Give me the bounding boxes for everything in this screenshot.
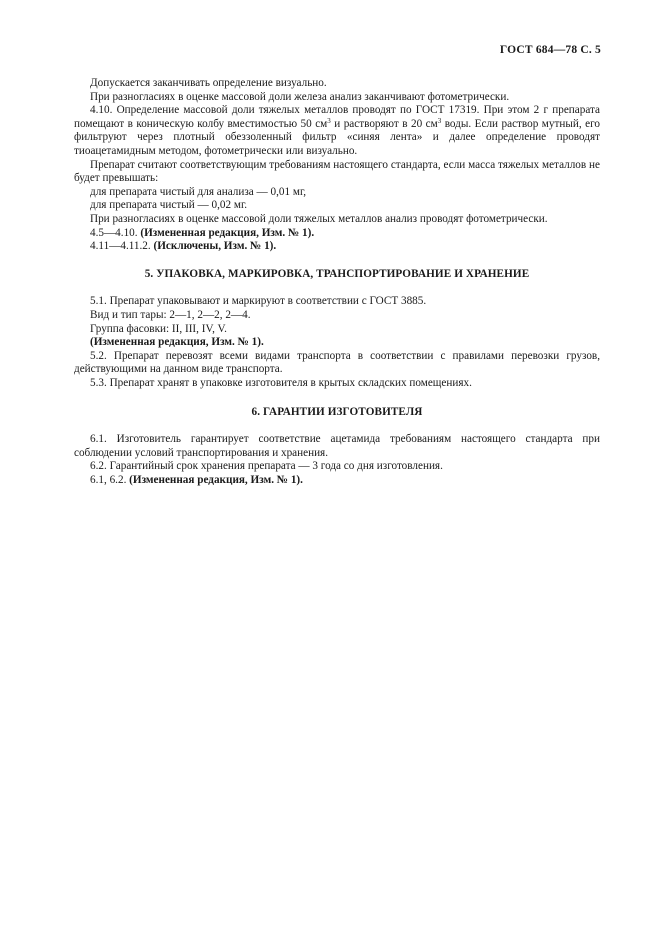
paragraph: Препарат считают соответствующим требованиям настоящего стандарта, если масса тяжелых металлов не будет превышать: <box>74 158 600 185</box>
paragraph: При разногласиях в оценке массовой доли железа анализ заканчивают фотометрически. <box>90 90 510 103</box>
running-header: ГОСТ 684—78 С. 5 <box>499 44 601 56</box>
clause-number: 6.1, 6.2. <box>90 473 127 486</box>
paragraph: 6.2. Гарантийный срок хранения препарата — 3 года со дня изготовления. <box>90 460 443 473</box>
paragraph: Вид и тип тары: 2—1, 2—2, 2—4. <box>90 308 251 321</box>
amendment-label: (Измененная редакция, Изм. № 1). <box>129 473 303 486</box>
section-heading-5: 5. УПАКОВКА, МАРКИРОВКА, ТРАНСПОРТИРОВАНИЕ И ХРАНЕНИЕ <box>144 267 530 280</box>
clause-number: 4.11—4.11.2. <box>90 240 151 253</box>
superscript: 3 <box>437 116 442 125</box>
section-heading-6: 6. ГАРАНТИИ ИЗГОТОВИТЕЛЯ <box>251 406 423 419</box>
paragraph: 5.3. Препарат хранят в упаковке изготовителя в крытых складских помещениях. <box>90 376 472 389</box>
amendment-label: (Измененная редакция, Изм. № 1). <box>140 226 315 239</box>
document-body <box>74 77 600 487</box>
paragraph: Допускается заканчивать определение визуально. <box>90 77 327 89</box>
amendment-note <box>74 474 600 488</box>
paragraph-4-10 <box>74 104 600 158</box>
clause-number: 4.5—4.10. <box>90 226 138 239</box>
paragraph: При разногласиях в оценке массовой доли тяжелых металлов анализ проводят фотометрически. <box>90 212 548 225</box>
list-item: для препарата чистый — 0,02 мг. <box>90 199 248 212</box>
amendment-note <box>74 336 600 350</box>
amendment-note <box>74 227 600 241</box>
amendment-label: (Измененная редакция, Изм. № 1). <box>90 336 264 349</box>
text-span: воды. Если раствор мутный, его фильтруют через плотный обеззоленный фильтр «синяя лента» и далее определение проводят тиоацетамидным методом, фотометрически или визуально. <box>74 117 600 157</box>
text-span: и растворяют в 20 см <box>330 117 438 130</box>
paragraph: 5.2. Препарат перевозят всеми видами транспорта в соответствии с правилами перевозки грузов, действующими на данном виде транспорта. <box>74 349 600 376</box>
text-span: 4.10. Определение массовой доли тяжелых металлов проводят по ГОСТ 17319. При этом 2 г препарата помещают в коническую колбу вместимостью 50 см <box>74 104 600 130</box>
paragraph: Группа фасовки: II, III, IV, V. <box>90 322 227 335</box>
amendment-label: (Исключены, Изм. № 1). <box>153 240 277 253</box>
amendment-note <box>74 240 600 254</box>
paragraph: 5.1. Препарат упаковывают и маркируют в соответствии с ГОСТ 3885. <box>90 295 427 308</box>
list-item: для препарата чистый для анализа — 0,01 мг, <box>90 185 307 198</box>
superscript: 3 <box>327 116 331 125</box>
paragraph: 6.1. Изготовитель гарантирует соответствие ацетамида требованиям настоящего стандарта при соблюдении условий транспортирования и хранения. <box>74 433 600 459</box>
